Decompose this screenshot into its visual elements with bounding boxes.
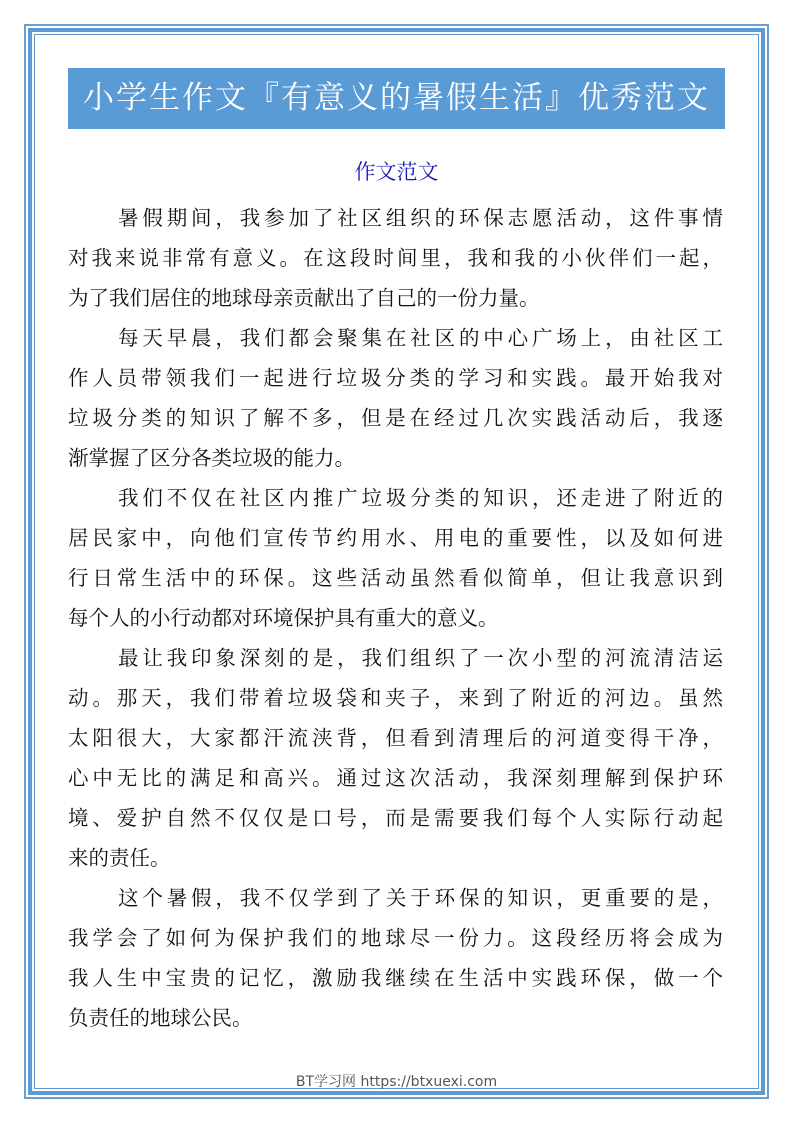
paragraph-line: 垃圾分类的知识了解不多，但是在经过几次实践活动后，我逐 [68,406,723,430]
paragraph-line: 居民家中，向他们宣传节约用水、用电的重要性，以及如何进 [68,526,723,550]
footer-watermark: BT学习网 https://btxuexi.com [295,1074,498,1090]
paragraph-line: 为了我们居住的地球母亲贡献出了自己的一份力量。 [68,286,540,310]
paragraph [68,198,723,318]
paragraph-line: 心中无比的满足和高兴。通过这次活动，我深刻理解到保护环 [68,766,723,790]
paragraph [68,638,723,878]
paragraph [68,878,723,1038]
paragraph-line: 我学会了如何为保护我们的地球尽一份力。这段经历将会成为 [68,926,723,950]
section-heading: 作文范文 [354,160,439,184]
paragraph [68,478,723,638]
paragraph-line: 我人生中宝贵的记忆，激励我继续在生活中实践环保，做一个 [68,966,723,990]
essay-body [68,198,723,1038]
paragraph-line: 暑假期间，我参加了社区组织的环保志愿活动，这件事情 [118,206,723,230]
paragraph-line: 境、爱护自然不仅仅是口号，而是需要我们每个人实际行动起 [68,806,723,830]
paragraph-line: 对我来说非常有意义。在这段时间里，我和我的小伙伴们一起， [68,246,723,270]
paragraph-line: 这个暑假，我不仅学到了关于环保的知识，更重要的是， [118,886,723,910]
document-title: 小学生作文『有意义的暑假生活』优秀范文 [68,68,725,129]
paragraph-line: 每个人的小行动都对环境保护具有重大的意义。 [68,606,499,630]
paragraph-line: 行日常生活中的环保。这些活动虽然看似简单，但让我意识到 [68,566,723,590]
paragraph-line: 太阳很大，大家都汗流浃背，但看到清理后的河道变得干净， [68,726,723,750]
paragraph-line: 负责任的地球公民。 [68,1006,253,1030]
paragraph-line: 作人员带领我们一起进行垃圾分类的学习和实践。最开始我对 [68,366,723,390]
paragraph-line: 动。那天，我们带着垃圾袋和夹子，来到了附近的河边。虽然 [68,686,723,710]
paragraph-line: 每天早晨，我们都会聚集在社区的中心广场上，由社区工 [118,326,723,350]
paragraph-line: 渐掌握了区分各类垃圾的能力。 [68,446,355,470]
paragraph-line: 最让我印象深刻的是，我们组织了一次小型的河流清洁运 [118,646,723,670]
paragraph-line: 我们不仅在社区内推广垃圾分类的知识，还走进了附近的 [118,486,723,510]
paragraph-line: 来的责任。 [68,846,171,870]
paragraph [68,318,723,478]
